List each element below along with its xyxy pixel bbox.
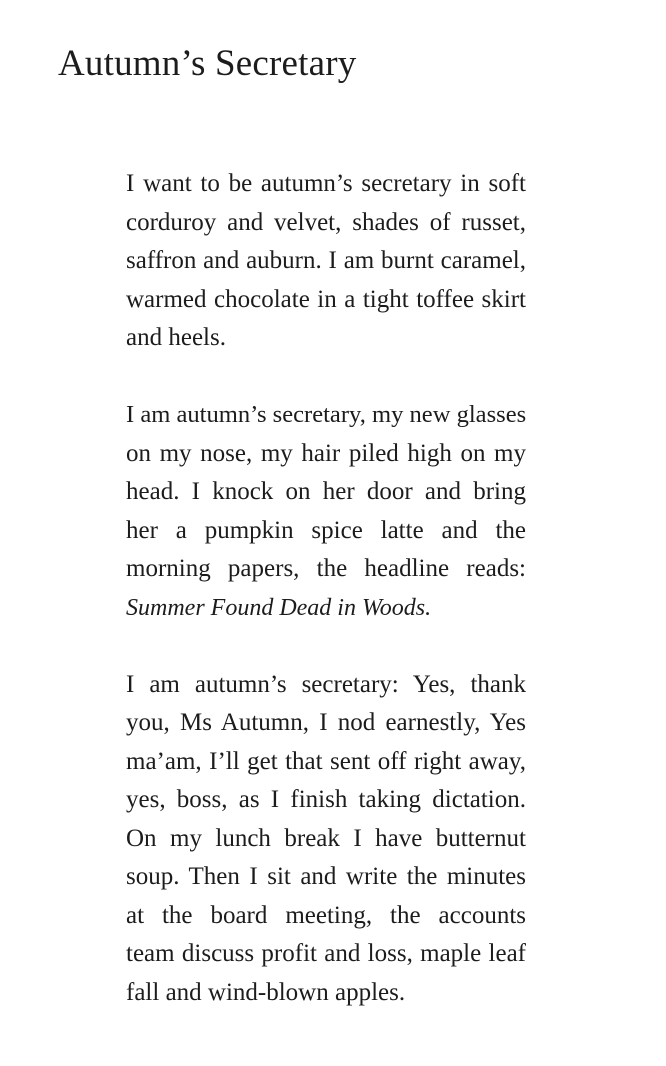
poem-body xyxy=(126,165,526,1051)
poem-title: Autumn’s Secretary xyxy=(58,43,357,84)
poem-line: team discuss profit and loss, maple leaf xyxy=(126,940,526,967)
poem-line: I want to be autumn’s secretary in soft xyxy=(126,170,526,197)
stanza-3 xyxy=(126,666,526,1013)
headline-line: Summer Found Dead in Woods. xyxy=(126,594,432,621)
poem-line: and heels. xyxy=(126,324,226,351)
poem-line: I am autumn’s secretary, my new glasses xyxy=(126,401,527,428)
poem-line: soup. Then I sit and write the minutes xyxy=(126,863,526,890)
poem-line: yes, boss, as I finish taking dictation. xyxy=(126,786,526,813)
poem-line: her a pumpkin spice latte and the xyxy=(126,516,526,544)
poem-line: On my lunch break I have butternut xyxy=(126,824,526,852)
stanza-1 xyxy=(126,165,526,358)
poem-line: fall and wind-blown apples. xyxy=(126,978,406,1006)
poem-line: ma’am, I’ll get that sent off right away, xyxy=(126,747,526,775)
stanza-2 xyxy=(126,396,526,627)
poem-line: morning papers, the headline reads: xyxy=(126,555,526,582)
poem-line: I am autumn’s secretary: Yes, thank xyxy=(126,670,526,698)
poem-line: head. I knock on her door and bring xyxy=(126,478,526,505)
poem-line: saffron and auburn. I am burnt caramel, xyxy=(126,247,526,274)
poem-line: at the board meeting, the accounts xyxy=(126,901,526,929)
poem-line: warmed chocolate in a tight toffee skirt xyxy=(126,285,526,313)
poem-line: you, Ms Autumn, I nod earnestly, Yes xyxy=(126,709,526,736)
poem-line: corduroy and velvet, shades of russet, xyxy=(126,208,526,236)
poem-line: on my nose, my hair piled high on my xyxy=(126,439,526,467)
